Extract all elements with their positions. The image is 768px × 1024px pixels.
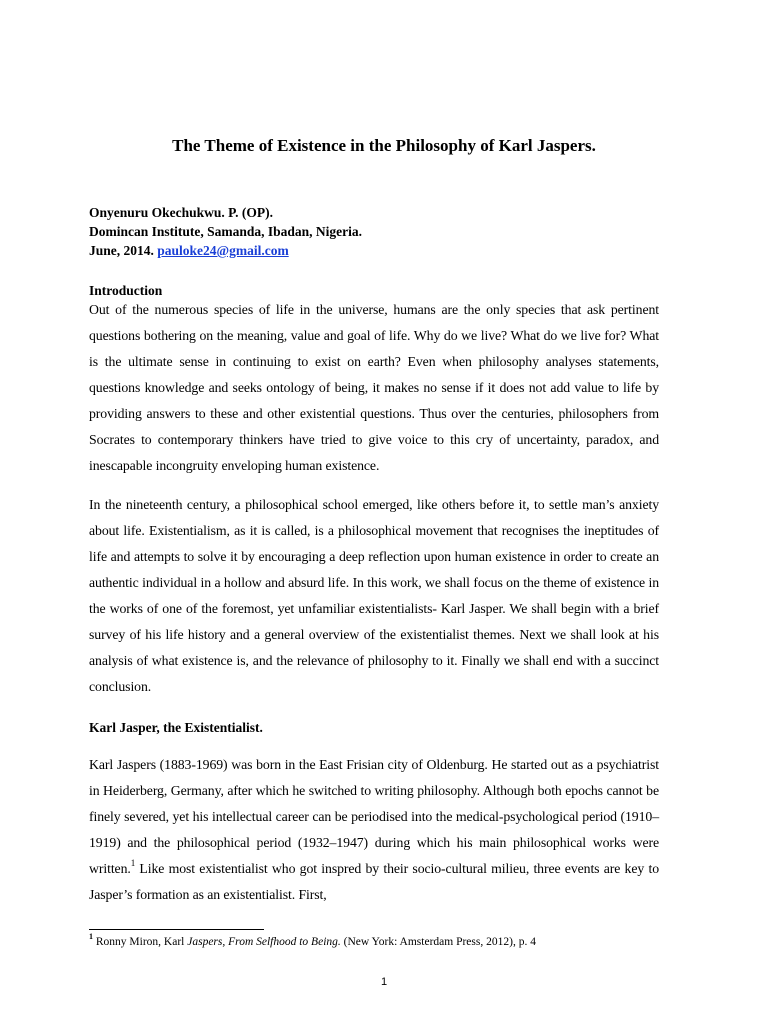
document-title: The Theme of Existence in the Philosophy of Karl Jaspers. — [172, 136, 596, 155]
author-institution: Domincan Institute, Samanda, Ibadan, Nigeria. — [89, 224, 363, 239]
introduction-heading: Introduction — [89, 283, 163, 298]
author-date-email — [89, 243, 289, 259]
section-paragraph-karl-jasper — [89, 752, 659, 908]
section-heading-karl-jasper: Karl Jasper, the Existentialist. — [89, 720, 263, 735]
author-name: Onyenuru Okechukwu. P. (OP). — [89, 205, 274, 220]
author-email-link[interactable]: pauloke24@gmail.com — [157, 243, 289, 258]
footnote-number: 1 — [89, 932, 93, 942]
introduction-paragraph-2: In the nineteenth century, a philosophical school emerged, like others before it, to settle man’s anxiety about life. Existentialism, as it is called, is a philosophical movement that recognises the ineptitudes of life and attempts to solve it by encouraging a deep reflection upon human existence in order to create an authentic individual in a hollow and absurd life. In this work, we shall focus on the theme of existence in the works of one of the foremost, yet unfamiliar existentialists- Karl Jasper. We shall begin with a brief survey of his life history and a general overview of the existentialist themes. Next we shall look at his analysis of what existence is, and the relevance of philosophy to it. Finally we shall end with a succinct conclusion. — [89, 497, 659, 694]
footnote-publication: (New York: Amsterdam Press, 2012), p. 4 — [340, 936, 536, 948]
section-paragraph-part-2: Like most existentialist who got inspred by their socio-cultural milieu, three events are key to Jasper’s formation as an existentialist. First, — [89, 861, 659, 902]
footnote-divider — [89, 929, 264, 930]
page-number: 1 — [380, 976, 388, 988]
introduction-paragraph-1: Out of the numerous species of life in the universe, humans are the only species that ask pertinent questions bothering on the meaning, value and goal of life. Why do we live? What do we live for? What is the ultimate sense in continuing to exist on earth? Even when philosophy analyses statements, questions knowledge and seeks ontology of being, it makes no sense if it does not add value to life by providing answers to these and other existential questions. Thus over the centuries, philosophers from Socrates to contemporary thinkers have tried to give voice to this cry of uncertainty, paradox, and inescapable incongruity enveloping human existence. — [89, 302, 659, 473]
section-paragraph-part-1: Karl Jaspers (1883-1969) was born in the East Frisian city of Oldenburg. He started out as a psychiatrist in Heiderberg, Germany, after which he switched to writing philosophy. Although both epochs cannot be finely severed, yet his intellectual career can be periodised into the medical-psychological period (1910–1919) and the philosophical period (1932–1947) during which his main philosophical works were written. — [89, 757, 659, 876]
footnote-author: Ronny Miron, Karl — [93, 936, 188, 948]
author-date: June, 2014. — [89, 243, 154, 258]
footnote-book-title: Jaspers, From Selfhood to Being. — [187, 936, 341, 948]
footnote — [89, 932, 536, 948]
footnote-reference[interactable]: 1 — [130, 858, 136, 869]
